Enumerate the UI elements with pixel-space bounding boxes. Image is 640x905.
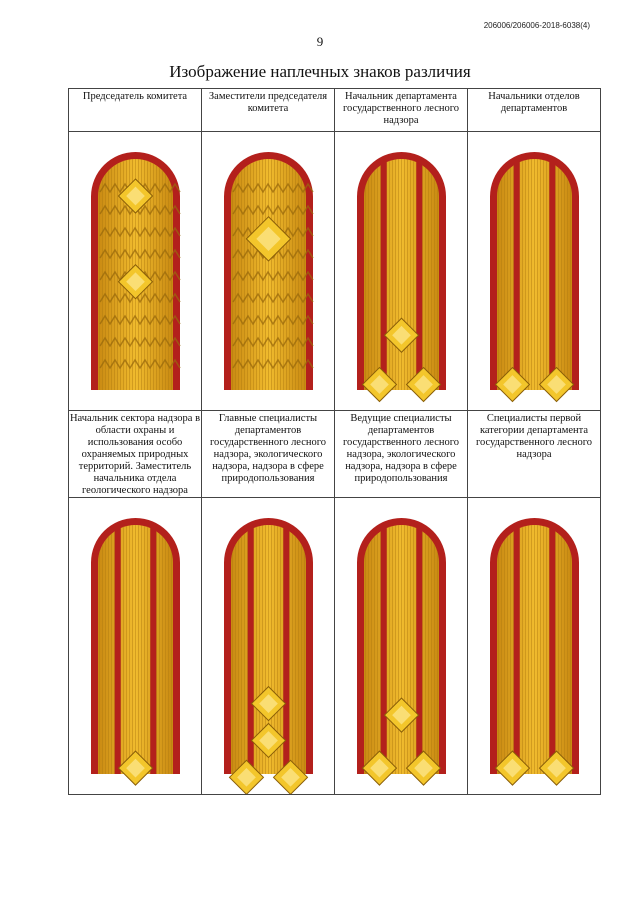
stripe [248,528,254,774]
rank-label: Специалисты первой категории департамента государственного лесного надзора [468,411,601,498]
stripe [115,528,121,774]
shoulder-board-cell [202,132,335,411]
image-row-1 [69,132,601,411]
stripe [381,528,387,774]
shoulder-board [69,132,202,410]
page-title: Изображение наплечных знаков различия [169,62,471,81]
shoulder-board [69,498,202,794]
shoulder-board-cell [335,132,468,411]
rank-label: Ведущие специалисты департаментов государственного лесного надзора, экологического надзора, надзора в сфере природопользования [335,411,468,498]
rank-label: Начальник сектора надзора в области охраны и использования особо охраняемых природных территорий. Заместитель начальника отдела геологического надзора [69,411,202,498]
shoulder-board-cell [335,498,468,795]
shoulder-board [202,132,335,410]
page-number: 9 [316,34,324,49]
stripe [416,528,422,774]
stripe [416,162,422,390]
rank-label: Председатель комитета [69,89,202,132]
rank-label: Начальники отделов департаментов [468,89,601,132]
stripe [549,162,555,390]
stripe [150,528,156,774]
image-row-2 [69,498,601,795]
stripe [381,162,387,390]
stripe [283,528,289,774]
stripe [514,528,520,774]
header-row-1 [69,89,601,132]
stripe [549,528,555,774]
document-number: 206006/206006-2018-6038(4) [483,21,590,30]
shoulder-board-cell [202,498,335,795]
stripe [514,162,520,390]
shoulder-board [335,132,468,410]
rank-label: Начальник департамента государственного лесного надзора [335,89,468,132]
shoulder-board [335,498,468,794]
shoulder-board-cell [69,498,202,795]
rank-label: Заместители председателя комитета [202,89,335,132]
shoulder-board [202,498,335,794]
shoulder-board [468,498,601,794]
rank-label: Главные специалисты департаментов государственного лесного надзора, экологического надзора, надзора в сфере природопользования [202,411,335,498]
shoulder-board-cell [468,498,601,795]
header-row-2 [69,411,601,498]
shoulder-board [468,132,601,410]
insignia-table [68,88,601,795]
shoulder-board-cell [69,132,202,411]
shoulder-board-cell [468,132,601,411]
